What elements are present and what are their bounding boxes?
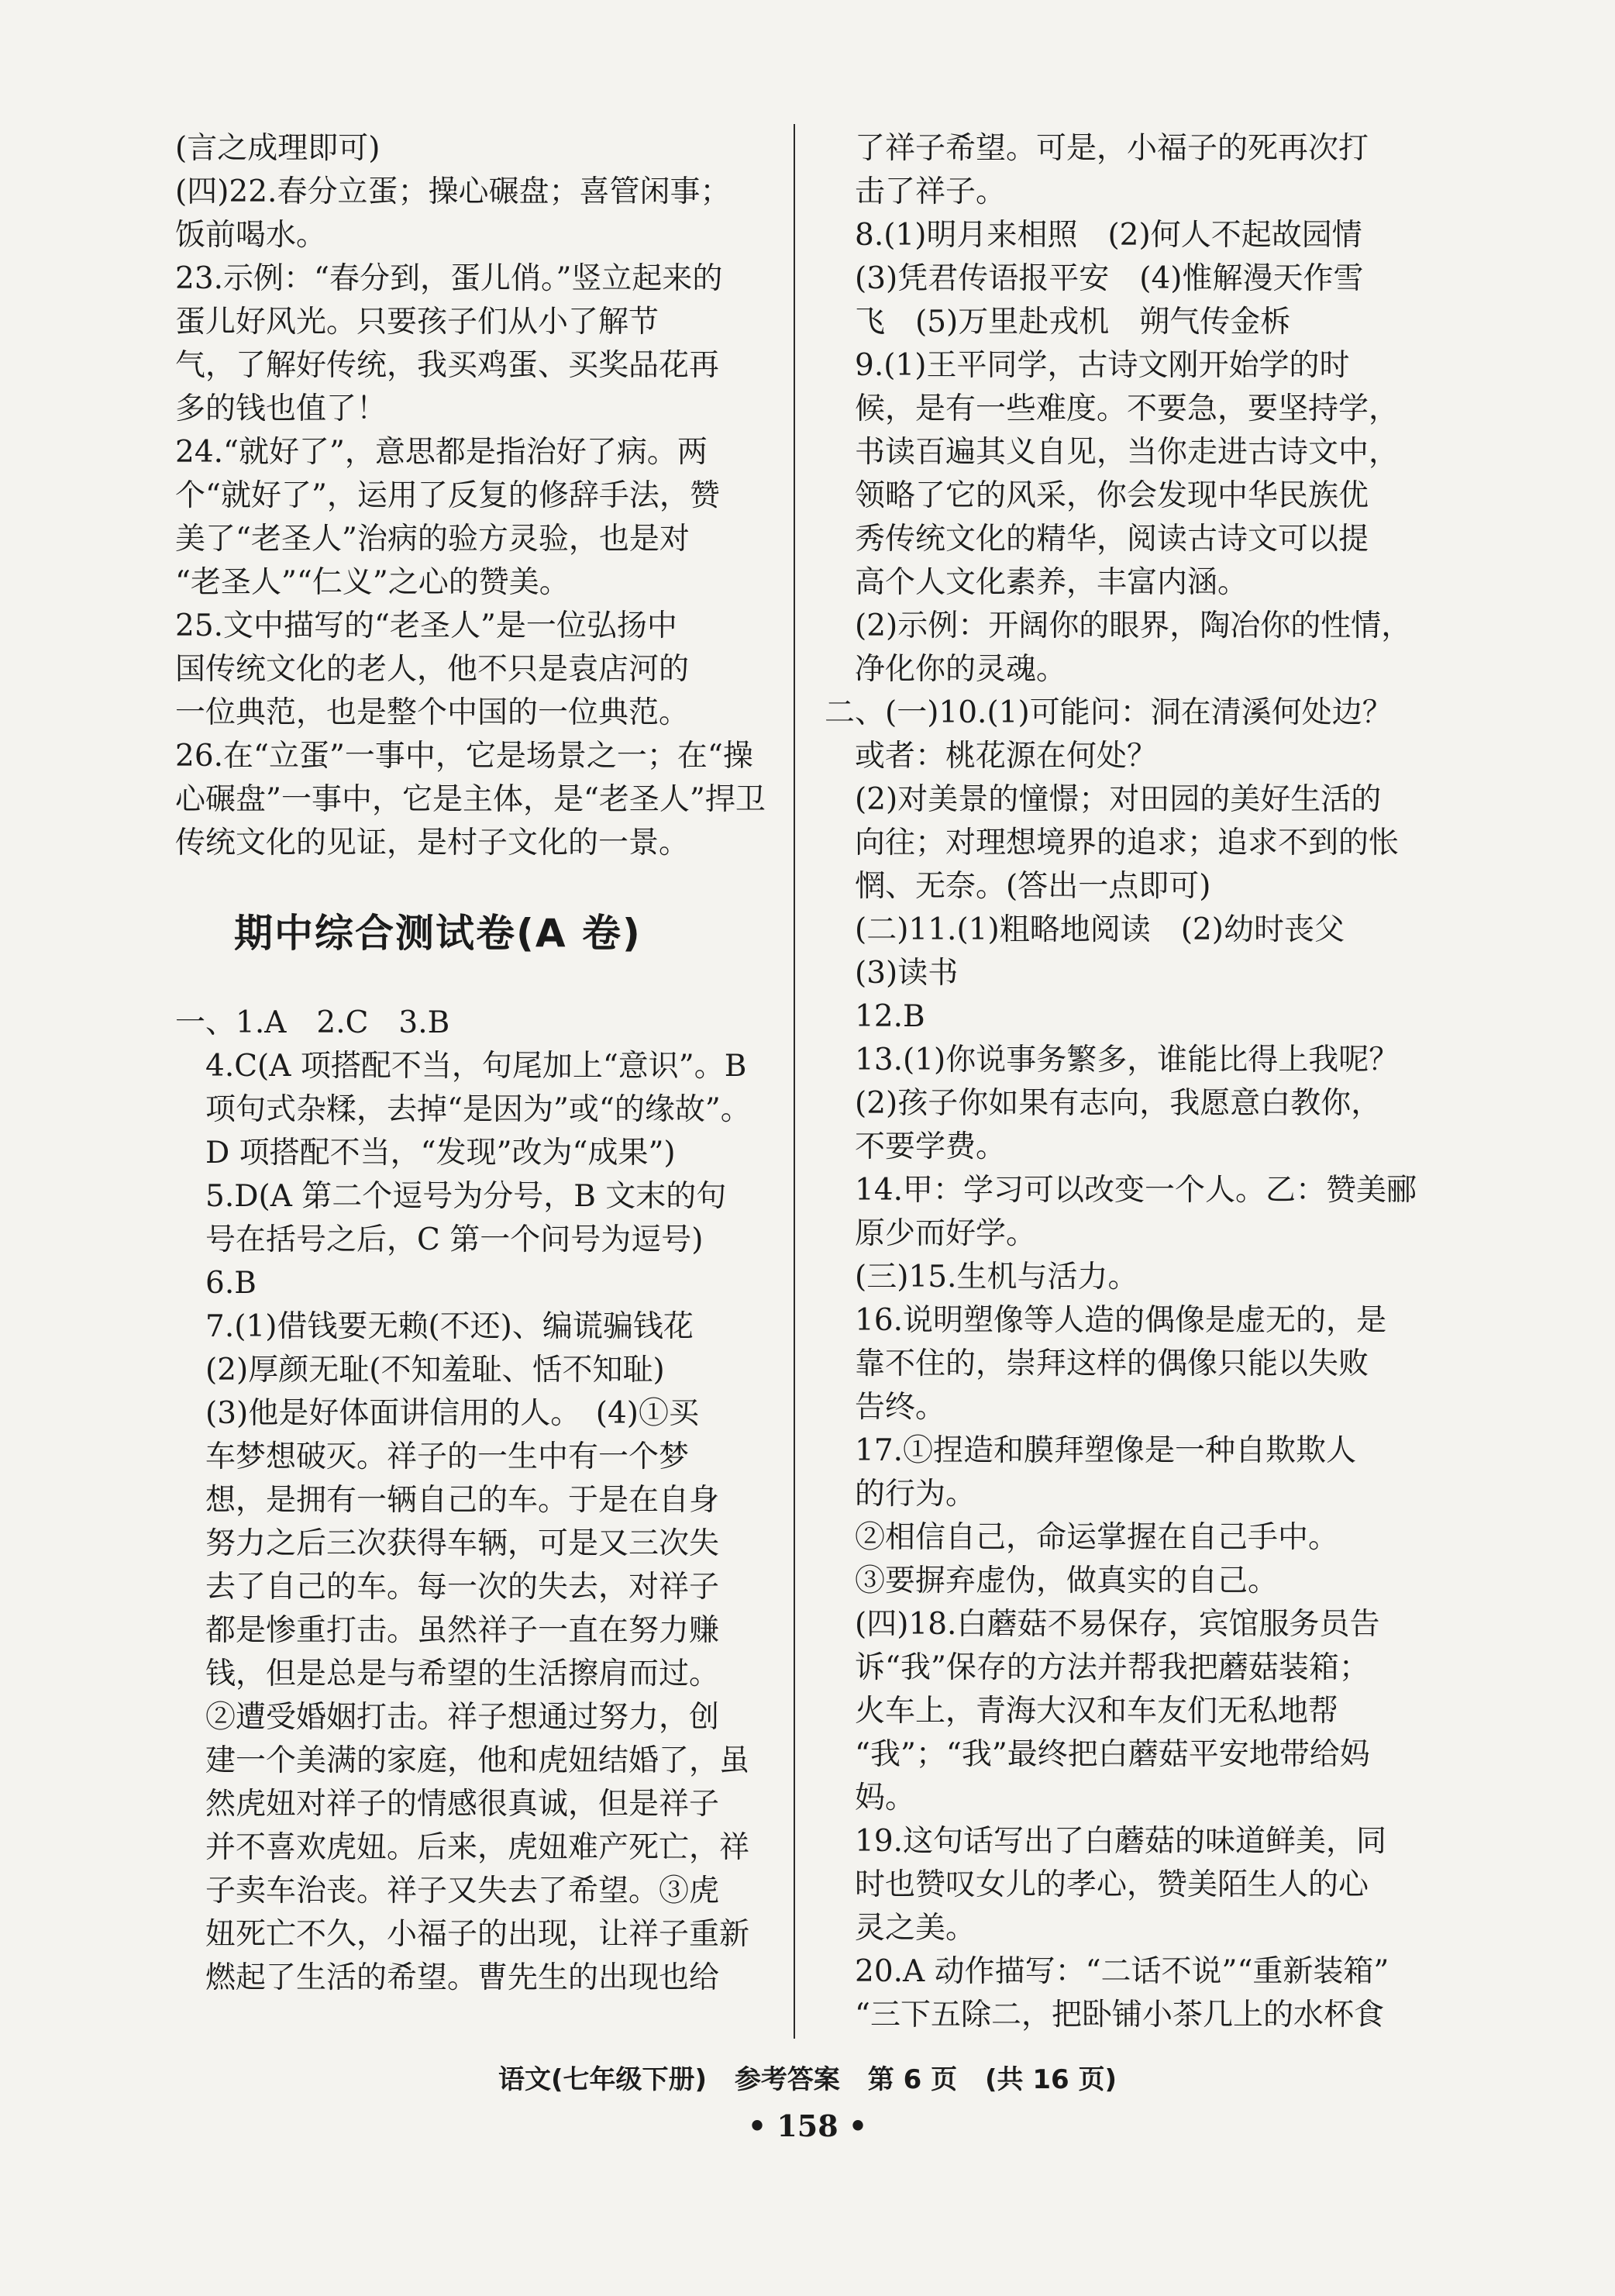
text-line: 击了祥子。 [825, 174, 1007, 209]
text-line: “老圣人”“仁义”之心的赞美。 [175, 565, 570, 600]
footer-page: 第 6 页 [867, 2064, 958, 2095]
text-line: 二、(一)10.(1)可能问：洞在清溪何处边？ [825, 695, 1393, 730]
text-line: 14.甲：学习可以改变一个人。乙：赞美郦 [825, 1173, 1417, 1208]
text-line: 高个人文化素养，丰富内涵。 [825, 565, 1248, 600]
text-line: ③要摒弃虚伪，做真实的自己。 [825, 1563, 1279, 1598]
text-line: (3)他是好体面讲信用的人。 (4)①买 [175, 1396, 699, 1431]
text-line: 妞死亡不久，小福子的出现，让祥子重新 [175, 1917, 750, 1952]
text-line: 13.(1)你说事务繁多，谁能比得上我呢？ [825, 1043, 1400, 1077]
text-line: (2)示例：开阔你的眼界，陶冶你的性情， [825, 608, 1412, 643]
text-line: 传统文化的见证，是村子文化的一景。 [175, 826, 690, 860]
text-line: 国传统文化的老人，他不只是袁店河的 [175, 652, 690, 687]
text-line: 26.在“立蛋”一事中，它是场景之一；在“操 [175, 739, 753, 774]
text-line: 25.文中描写的“老圣人”是一位弘扬中 [175, 608, 677, 643]
text-line: 12.B [825, 999, 925, 1034]
text-line: ②相信自己，命运掌握在自己手中。 [825, 1520, 1339, 1555]
text-line: 候，是有一些难度。不要急，要坚持学， [825, 391, 1400, 426]
text-line: 书读百遍其义自见，当你走进古诗文中， [825, 435, 1400, 470]
left-answers-block [175, 1001, 764, 2000]
text-line: 火车上，青海大汉和车友们无私地帮 [825, 1694, 1339, 1729]
text-line: 建一个美满的家庭，他和虎妞结婚了，虽 [175, 1743, 750, 1778]
text-line: 4.C(A 项搭配不当，句尾加上“意识”。B [175, 1049, 747, 1084]
text-line: 子卖车治丧。祥子又失去了希望。③虎 [175, 1874, 720, 1908]
text-line: 号在括号之后，C 第一个问号为逗号) [175, 1222, 704, 1257]
right-column [825, 127, 1445, 2037]
text-line: (二)11.(1)粗略地阅读 (2)幼时丧父 [825, 912, 1345, 947]
text-line: 5.D(A 第二个逗号为分号，B 文末的句 [175, 1179, 727, 1214]
text-line: 一位典范，也是整个中国的一位典范。 [175, 695, 690, 730]
footer-total: (共 16 页) [984, 2064, 1117, 2095]
right-text-block [825, 127, 1445, 2037]
footer-subject: 语文(七年级下册) [498, 2064, 708, 2095]
footer-label: 参考答案 [734, 2064, 840, 2095]
text-line: 7.(1)借钱要无赖(不还)、编谎骗钱花 [175, 1309, 694, 1344]
text-line: “三下五除二，把卧铺小茶几上的水杯食 [825, 1998, 1384, 2032]
text-line: 秀传统文化的精华，阅读古诗文可以提 [825, 522, 1369, 557]
column-divider [794, 124, 795, 2039]
text-line: 惘、无奈。(答出一点即可) [825, 869, 1211, 904]
text-line: 9.(1)王平同学，古诗文刚开始学的时 [825, 348, 1350, 383]
text-line: 告终。 [825, 1390, 946, 1425]
left-text-block [175, 127, 764, 865]
text-line: 17.①捏造和膜拜塑像是一种自欺欺人 [825, 1433, 1357, 1468]
page-footer [0, 2060, 1615, 2099]
text-line: ②遭受婚姻打击。祥子想通过努力，创 [175, 1700, 720, 1735]
text-line: (四)18.白蘑菇不易保存，宾馆服务员告 [825, 1607, 1380, 1642]
text-line: 靠不住的，崇拜这样的偶像只能以失败 [825, 1346, 1369, 1381]
text-line: “我”；“我”最终把白蘑菇平安地带给妈 [825, 1737, 1370, 1772]
text-line: 去了自己的车。每一次的失去，对祥子 [175, 1570, 720, 1605]
text-line: 领略了它的风采，你会发现中华民族优 [825, 478, 1369, 513]
left-column [175, 127, 764, 2000]
text-line: 气，了解好传统，我买鸡蛋、买奖品花再 [175, 348, 720, 383]
text-line: 净化你的灵魂。 [825, 652, 1067, 687]
text-line: 灵之美。 [825, 1911, 976, 1946]
text-line: (3)凭君传语报平安 (4)惟解漫天作雪 [825, 261, 1364, 296]
text-line: 向往；对理想境界的追求；追求不到的怅 [825, 826, 1400, 860]
text-line: 美了“老圣人”治病的验方灵验，也是对 [175, 522, 690, 557]
text-line: 了祥子希望。可是，小福子的死再次打 [825, 131, 1369, 166]
text-line: 项句式杂糅，去掉“是因为”或“的缘故”。 [175, 1092, 751, 1127]
text-line: 饭前喝水。 [175, 218, 327, 253]
text-line: 然虎妞对祥子的情感很真诚，但是祥子 [175, 1787, 720, 1822]
text-line: 一、1.A 2.C 3.B [175, 1005, 450, 1040]
text-line: (2)厚颜无耻(不知羞耻、恬不知耻) [175, 1353, 665, 1388]
text-line: 20.A 动作描写：“二话不说”“重新装箱” [825, 1954, 1389, 1989]
text-line: (3)读书 [825, 956, 959, 991]
text-line: 蛋儿好风光。只要孩子们从小了解节 [175, 305, 659, 340]
text-line: 16.说明塑像等人造的偶像是虚无的，是 [825, 1303, 1387, 1338]
text-line: 24.“就好了”，意思都是指治好了病。两 [175, 435, 708, 470]
text-line: 并不喜欢虎妞。后来，虎妞难产死亡，祥 [175, 1830, 750, 1865]
text-line: 努力之后三次获得车辆，可是又三次失 [175, 1526, 720, 1561]
text-line: 6.B [175, 1266, 257, 1301]
text-line: 车梦想破灭。祥子的一生中有一个梦 [175, 1439, 690, 1474]
text-line: 不要学费。 [825, 1129, 1007, 1164]
text-line: (三)15.生机与活力。 [825, 1260, 1138, 1295]
text-line: D 项搭配不当，“发现”改为“成果”) [175, 1136, 676, 1170]
text-line: 燃起了生活的希望。曹先生的出现也给 [175, 1960, 720, 1995]
text-line: 8.(1)明月来相照 (2)何人不起故园情 [825, 218, 1362, 253]
text-line: 多的钱也值了！ [175, 391, 387, 426]
text-line: 原少而好学。 [825, 1216, 1037, 1251]
text-line: 19.这句话写出了白蘑菇的味道鲜美，同 [825, 1824, 1387, 1859]
text-line: (2)对美景的憧憬；对田园的美好生活的 [825, 782, 1382, 817]
text-line: (言之成理即可) [175, 131, 381, 166]
text-line: 23.示例：“春分到，蛋儿俏。”竖立起来的 [175, 261, 723, 296]
section-title: 期中综合测试卷(A 卷) [234, 911, 642, 956]
text-line: 心碾盘”一事中，它是主体，是“老圣人”捍卫 [175, 782, 766, 817]
text-line: 个“就好了”，运用了反复的修辞手法，赞 [175, 478, 720, 513]
text-line: 时也赞叹女儿的孝心，赞美陌生人的心 [825, 1867, 1369, 1902]
text-line: (四)22.春分立蛋；操心碾盘；喜管闲事； [175, 174, 731, 209]
text-line: 钱，但是总是与希望的生活擦肩而过。 [175, 1656, 720, 1691]
text-line: 或者：桃花源在何处？ [825, 739, 1158, 774]
text-line: 妈。 [825, 1781, 916, 1815]
text-line: 的行为。 [825, 1477, 976, 1512]
text-line: 飞 (5)万里赴戎机 朔气传金柝 [825, 305, 1291, 340]
text-line: 诉“我”保存的方法并帮我把蘑菇装箱； [825, 1650, 1369, 1685]
text-line: 想，是拥有一辆自己的车。于是在自身 [175, 1483, 720, 1518]
text-line: 都是惨重打击。虽然祥子一直在努力赚 [175, 1613, 720, 1648]
page-number: • 158 • [747, 2108, 868, 2143]
text-line: (2)孩子你如果有志向，我愿意白教你， [825, 1086, 1382, 1121]
